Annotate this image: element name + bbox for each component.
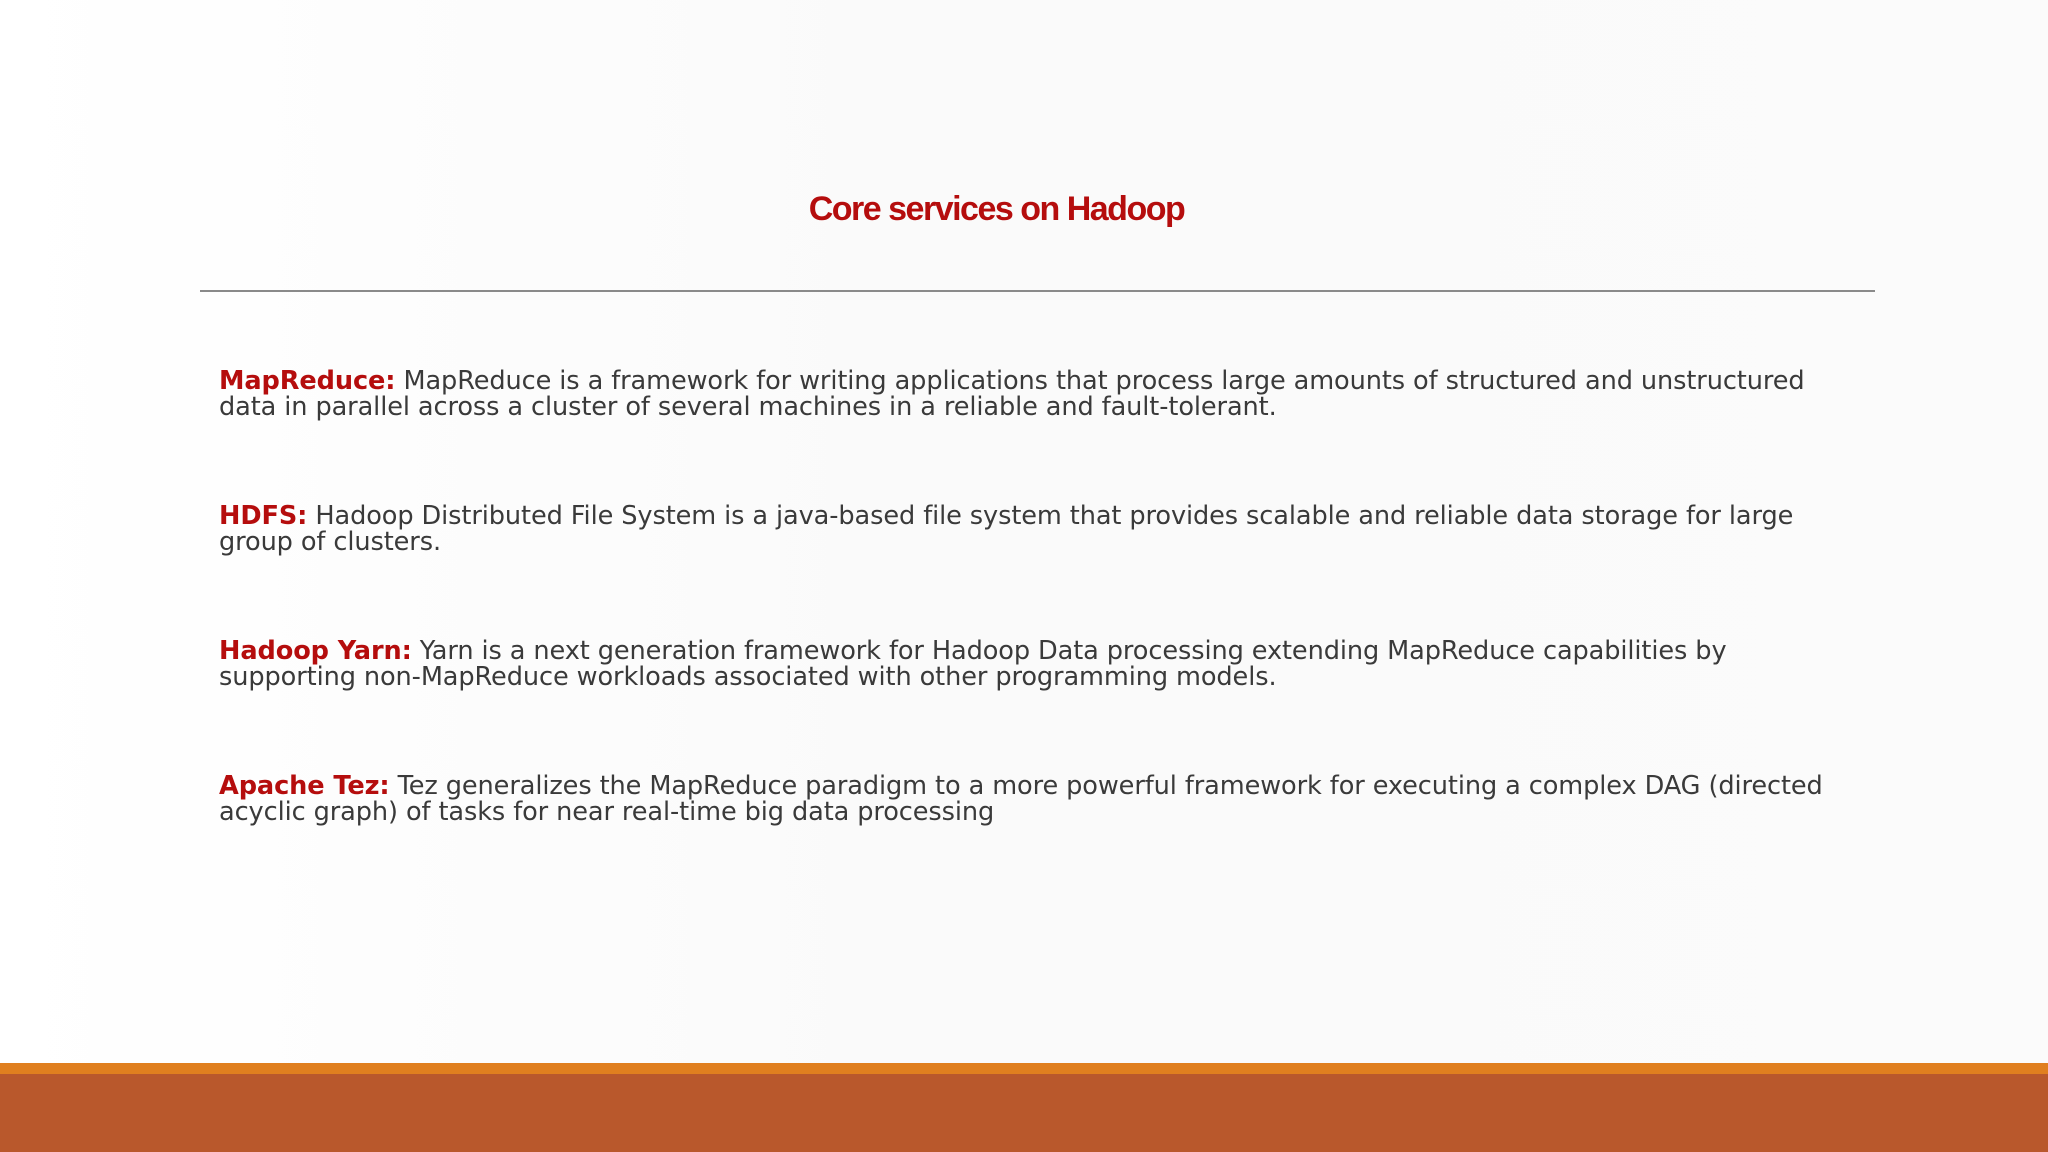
service-list xyxy=(219,368,1849,908)
service-description: Yarn is a next generation framework for Hadoop Data processing extending MapReduce capabilities by supporting non-MapReduce workloads associated with other programming models. xyxy=(219,636,1727,692)
service-term: MapReduce: xyxy=(219,366,396,396)
service-item-tez xyxy=(219,773,1849,908)
service-term: Apache Tez: xyxy=(219,771,390,801)
service-description: Tez generalizes the MapReduce paradigm to a more powerful framework for executing a complex DAG (directed acyclic graph) of tasks for near real-time big data processing xyxy=(219,771,1823,827)
service-description: Hadoop Distributed File System is a java-based file system that provides scalable and reliable data storage for large group of clusters. xyxy=(219,501,1794,557)
title-divider xyxy=(200,290,1875,292)
slide-title: Core services on Hadoop xyxy=(808,190,1185,228)
footer-accent-stripe xyxy=(0,1063,2048,1074)
service-item-yarn xyxy=(219,638,1849,773)
service-term: Hadoop Yarn: xyxy=(219,636,412,666)
service-item-mapreduce xyxy=(219,368,1849,503)
service-term: HDFS: xyxy=(219,501,308,531)
footer-bar xyxy=(0,1074,2048,1152)
service-item-hdfs xyxy=(219,503,1849,638)
service-description: MapReduce is a framework for writing applications that process large amounts of structured and unstructured data in parallel across a cluster of several machines in a reliable and fault-tolerant. xyxy=(219,366,1805,422)
